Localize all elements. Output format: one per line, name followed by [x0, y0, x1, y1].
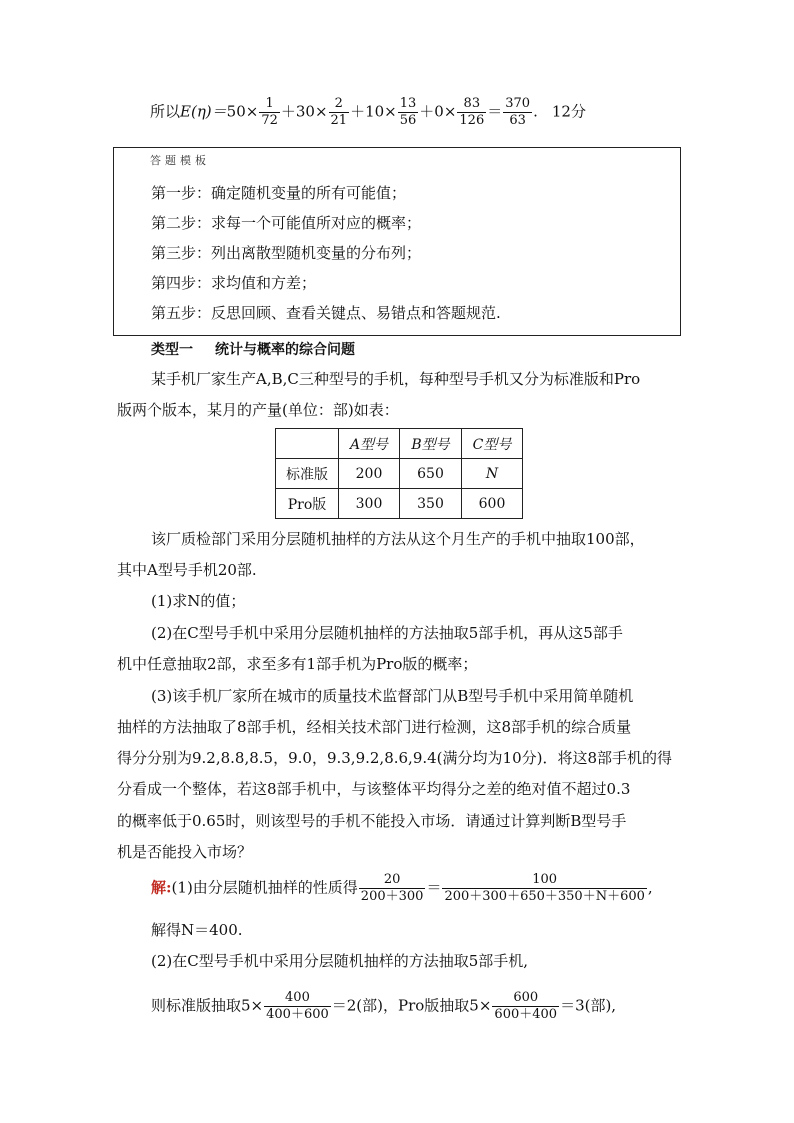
fraction-denominator: 200＋300 [360, 889, 424, 904]
table-header-cell: B型号 [400, 429, 462, 459]
question-2-line-1: (2)在C型号手机中采用分层随机抽样的方法抽取5部手机，再从这5部手 [151, 624, 623, 642]
fraction-denominator: 56 [399, 113, 417, 128]
fraction-numerator: 100 [442, 872, 646, 889]
solution-text: 则标准版抽取5× [151, 996, 264, 1015]
fraction-numerator: 600 [492, 990, 559, 1007]
fraction-numerator: 370 [505, 96, 531, 111]
answer-template-box [113, 147, 681, 336]
expectation-formula [150, 96, 586, 129]
fraction-numerator: 83 [457, 96, 486, 113]
fraction [492, 990, 559, 1023]
question-3-line-5: 的概率低于0.65时，则该型号的手机不能投入市场．请通过计算判断B型号手 [117, 812, 627, 830]
question-3-line-2: 抽样的方法抽取了8部手机，经相关技术部门进行检测，这8部手机的综合质量 [117, 718, 632, 736]
problem-intro-1: 某手机厂家生产A,B,C三种型号的手机，每种型号手机又分为标准版和Pro [151, 370, 641, 388]
term-coef: ＋30× [280, 102, 328, 121]
table-row-label: Pro版 [276, 489, 339, 519]
table-header-row [276, 429, 523, 459]
fraction [329, 96, 350, 129]
fraction-numerator: 13 [399, 96, 417, 111]
question-3-line-4: 分看成一个整体，若这8部手机中，与该整体平均得分之差的绝对值不超过0.3 [117, 780, 631, 798]
solution-step-2: (2)在C型号手机中采用分层随机抽样的方法抽取5部手机, [151, 952, 529, 970]
solution-text: (1)由分层随机抽样的性质得 [171, 878, 358, 897]
table-row [276, 489, 523, 519]
table-row [276, 459, 523, 489]
term-coef: ＋10× [350, 102, 397, 121]
fraction-denominator: 600＋400 [494, 1007, 558, 1022]
solution-label: 解: [151, 878, 172, 897]
table-cell: 300 [339, 489, 400, 519]
question-3-line-6: 机是否能投入市场？ [117, 843, 253, 861]
solution-text: ＝3(部), [560, 996, 617, 1015]
table-cell: 350 [400, 489, 462, 519]
question-3-line-3: 得分分别为9.2,8.8,8.5，9.0，9.3,9.2,8.6,9.4(满分均为10分)．将这8部手机的得 [117, 749, 673, 767]
template-step-5: 第五步：反思回顾、查看关键点、易错点和答题规范. [151, 304, 501, 322]
period: . [533, 102, 538, 121]
section-heading [151, 340, 355, 360]
fraction-denominator: 21 [330, 113, 348, 128]
fraction-denominator: 63 [509, 113, 526, 128]
fraction-denominator: 72 [261, 113, 278, 128]
question-2-line-2: 机中任意抽取2部，求至多有1部手机为Pro版的概率； [117, 655, 478, 673]
template-step-1: 第一步：确定随机变量的所有可能值； [151, 184, 407, 202]
problem-intro-2: 版两个版本，某月的产量(单位：部)如表： [117, 401, 399, 419]
fraction [264, 990, 331, 1023]
table-header-cell: A型号 [339, 429, 400, 459]
equals-sign: ＝ [487, 102, 503, 121]
fraction-numerator: 1 [259, 96, 280, 113]
fraction-denominator: 400＋600 [266, 1007, 329, 1022]
fraction [457, 96, 486, 129]
fraction-numerator: 2 [329, 96, 350, 113]
table-cell: 600 [462, 489, 523, 519]
fraction-numerator: 20 [359, 872, 426, 889]
problem-paragraph-2: 其中A型号手机20部. [117, 561, 257, 579]
fraction [359, 872, 426, 905]
table-header-cell: C型号 [462, 429, 523, 459]
fraction-denominator: 200＋300＋650＋350＋N＋600 [444, 889, 645, 904]
template-step-3: 第三步：列出离散型随机变量的分布列； [151, 244, 422, 262]
formula-prefix: 所以 [150, 102, 181, 121]
fraction [259, 96, 280, 129]
result-fraction [503, 96, 532, 129]
template-title: 答题模板 [150, 154, 210, 167]
fraction [398, 96, 419, 129]
table-cell: 200 [339, 459, 400, 489]
score-label: 12分 [551, 102, 586, 121]
question-3-line-1: (3)该手机厂家所在城市的质量技术监督部门从B型号手机中采用简单随机 [151, 687, 634, 705]
production-table [275, 428, 523, 519]
template-step-2: 第二步：求每一个可能值所对应的概率； [151, 214, 422, 232]
solution-step-1 [151, 872, 653, 905]
fraction-denominator: 126 [459, 113, 485, 128]
question-1: (1)求N的值； [151, 592, 246, 610]
template-step-4: 第四步：求均值和方差； [151, 274, 317, 292]
table-row-label: 标准版 [276, 459, 339, 489]
problem-paragraph-1: 该厂质检部门采用分层随机抽样的方法从这个月生产的手机中抽取100部， [151, 530, 645, 548]
solution-result-1: 解得N＝400. [151, 921, 243, 939]
formula-lhs: E(η)＝ [180, 102, 227, 121]
term-coef: 50× [226, 102, 259, 121]
section-title: 统计与概率的综合问题 [215, 342, 355, 358]
comma: , [647, 878, 653, 897]
section-type: 类型一 [151, 342, 193, 358]
solution-text: ＝2(部)，Pro版抽取5× [331, 996, 492, 1015]
table-cell [276, 429, 339, 459]
term-coef: ＋0× [419, 102, 457, 121]
fraction [442, 872, 646, 905]
fraction-numerator: 400 [264, 990, 331, 1007]
equals-sign: ＝ [426, 878, 442, 897]
solution-step-2-calc [151, 990, 616, 1023]
table-cell: 650 [400, 459, 462, 489]
table-cell: N [462, 459, 523, 489]
